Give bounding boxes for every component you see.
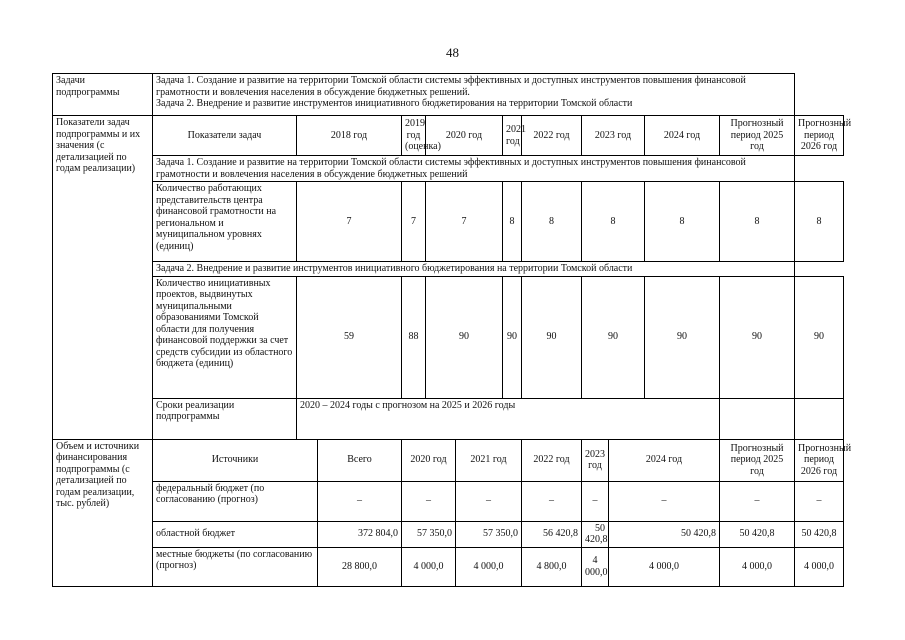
funding-year-header: 2024 год <box>609 439 720 481</box>
tasks-label: Задачи подпрограммы <box>53 74 153 116</box>
funding-value: 4 800,0 <box>522 547 582 586</box>
indicator-value: 90 <box>522 276 582 398</box>
funding-value: 50 420,8 <box>720 521 795 547</box>
indicators-year-header: 2021 год <box>503 116 522 156</box>
funding-value: 4 000,0 <box>609 547 720 586</box>
indicators-year-header: 2018 год <box>297 116 402 156</box>
task2-text: Задача 2. Внедрение и развитие инструментов инициативного бюджетирования на территории Томской области <box>156 98 633 109</box>
indicator-value: 8 <box>582 182 645 262</box>
indicator-value: 90 <box>582 276 645 398</box>
funding-year-header: 2022 год <box>522 439 582 481</box>
indicators-year-header: 2020 год <box>426 116 503 156</box>
indicator-value: 90 <box>503 276 522 398</box>
indicator-value: 7 <box>297 182 402 262</box>
indicator-value: 59 <box>297 276 402 398</box>
funding-value: 50 420,8 <box>582 521 609 547</box>
funding-row-name: областной бюджет <box>153 521 318 547</box>
tasks-text <box>153 74 795 116</box>
funding-total: – <box>318 481 402 521</box>
funding-year-header: Прогнозный период 2025 год <box>720 439 795 481</box>
funding-value: – <box>609 481 720 521</box>
funding-year-header: 2020 год <box>402 439 456 481</box>
funding-total: 372 804,0 <box>318 521 402 547</box>
indicators-year-header: 2022 год <box>522 116 582 156</box>
funding-value: 4 000,0 <box>456 547 522 586</box>
funding-value: – <box>402 481 456 521</box>
indicators-year-header: 2023 год <box>582 116 645 156</box>
task2-heading: Задача 2. Внедрение и развитие инструментов инициативного бюджетирования на территории Томской области <box>153 262 795 277</box>
indicators-header-name: Показатели задач <box>153 116 297 156</box>
indicator-value: 7 <box>402 182 426 262</box>
indicator-value: 90 <box>795 276 844 398</box>
task1-text: Задача 1. Создание и развитие на территории Томской области системы эффективных и доступных инструментов повышения финансовой грамотности и вовлечения населения в обсуждение бюджетных решений. <box>156 75 746 98</box>
indicators-year-header: 2019 год (оценка) <box>402 116 426 156</box>
indicator-value: 8 <box>503 182 522 262</box>
funding-label: Объем и источники финансирования подпрограммы (с детализацией по годам реализации, тыс. рублей) <box>53 439 153 586</box>
indicators-year-header: Прогнозный период 2026 год <box>795 116 844 156</box>
indicator-value: 90 <box>426 276 503 398</box>
indicator-value: 8 <box>645 182 720 262</box>
funding-value: – <box>795 481 844 521</box>
funding-row-name: местные бюджеты (по согласованию (прогноз) <box>153 547 318 586</box>
funding-value: 57 350,0 <box>456 521 522 547</box>
funding-value: 50 420,8 <box>609 521 720 547</box>
funding-value: 56 420,8 <box>522 521 582 547</box>
funding-header-source: Источники <box>153 439 318 481</box>
funding-value: 4 000,0 <box>582 547 609 586</box>
funding-value: 4 000,0 <box>795 547 844 586</box>
indicators-year-header: 2024 год <box>645 116 720 156</box>
indicators-label: Показатели задач подпрограммы и их значения (с детализацией по годам реализации) <box>53 116 153 440</box>
funding-year-header: 2021 год <box>456 439 522 481</box>
funding-value: – <box>720 481 795 521</box>
indicator-value: 8 <box>795 182 844 262</box>
indicator-value: 7 <box>426 182 503 262</box>
funding-value: 4 000,0 <box>720 547 795 586</box>
indicator-value: 90 <box>720 276 795 398</box>
indicator1-name: Количество работающих представительств центра финансовой грамотности на региональном и муниципальном уровнях (единиц) <box>153 182 297 262</box>
funding-year-header: 2023 год <box>582 439 609 481</box>
indicator-value: 88 <box>402 276 426 398</box>
funding-header-total: Всего <box>318 439 402 481</box>
subprogram-passport-table <box>52 73 852 587</box>
terms-value: 2020 – 2024 годы с прогнозом на 2025 и 2026 годы <box>297 398 720 439</box>
indicator-value: 90 <box>645 276 720 398</box>
funding-value: – <box>522 481 582 521</box>
funding-value: – <box>456 481 522 521</box>
funding-value: 50 420,8 <box>795 521 844 547</box>
funding-value: 57 350,0 <box>402 521 456 547</box>
indicators-year-header: Прогнозный период 2025 год <box>720 116 795 156</box>
task1-heading: Задача 1. Создание и развитие на территории Томской области системы эффективных и доступных инструментов повышения финансовой грамотности и вовлечения населения в обсуждение бюджетных решений <box>153 156 795 182</box>
page-number: 48 <box>446 45 459 60</box>
funding-total: 28 800,0 <box>318 547 402 586</box>
indicator-value: 8 <box>720 182 795 262</box>
indicator2-name: Количество инициативных проектов, выдвинутых муниципальными образованиями Томской области для получения финансовой поддержки за счет средств субсидии из областного бюджета (единиц) <box>153 276 297 398</box>
funding-row-name: федеральный бюджет (по согласованию (прогноз) <box>153 481 318 521</box>
indicator-value: 8 <box>522 182 582 262</box>
funding-value: 4 000,0 <box>402 547 456 586</box>
funding-value: – <box>582 481 609 521</box>
terms-label: Сроки реализации подпрограммы <box>153 398 297 439</box>
funding-year-header: Прогнозный период 2026 год <box>795 439 844 481</box>
